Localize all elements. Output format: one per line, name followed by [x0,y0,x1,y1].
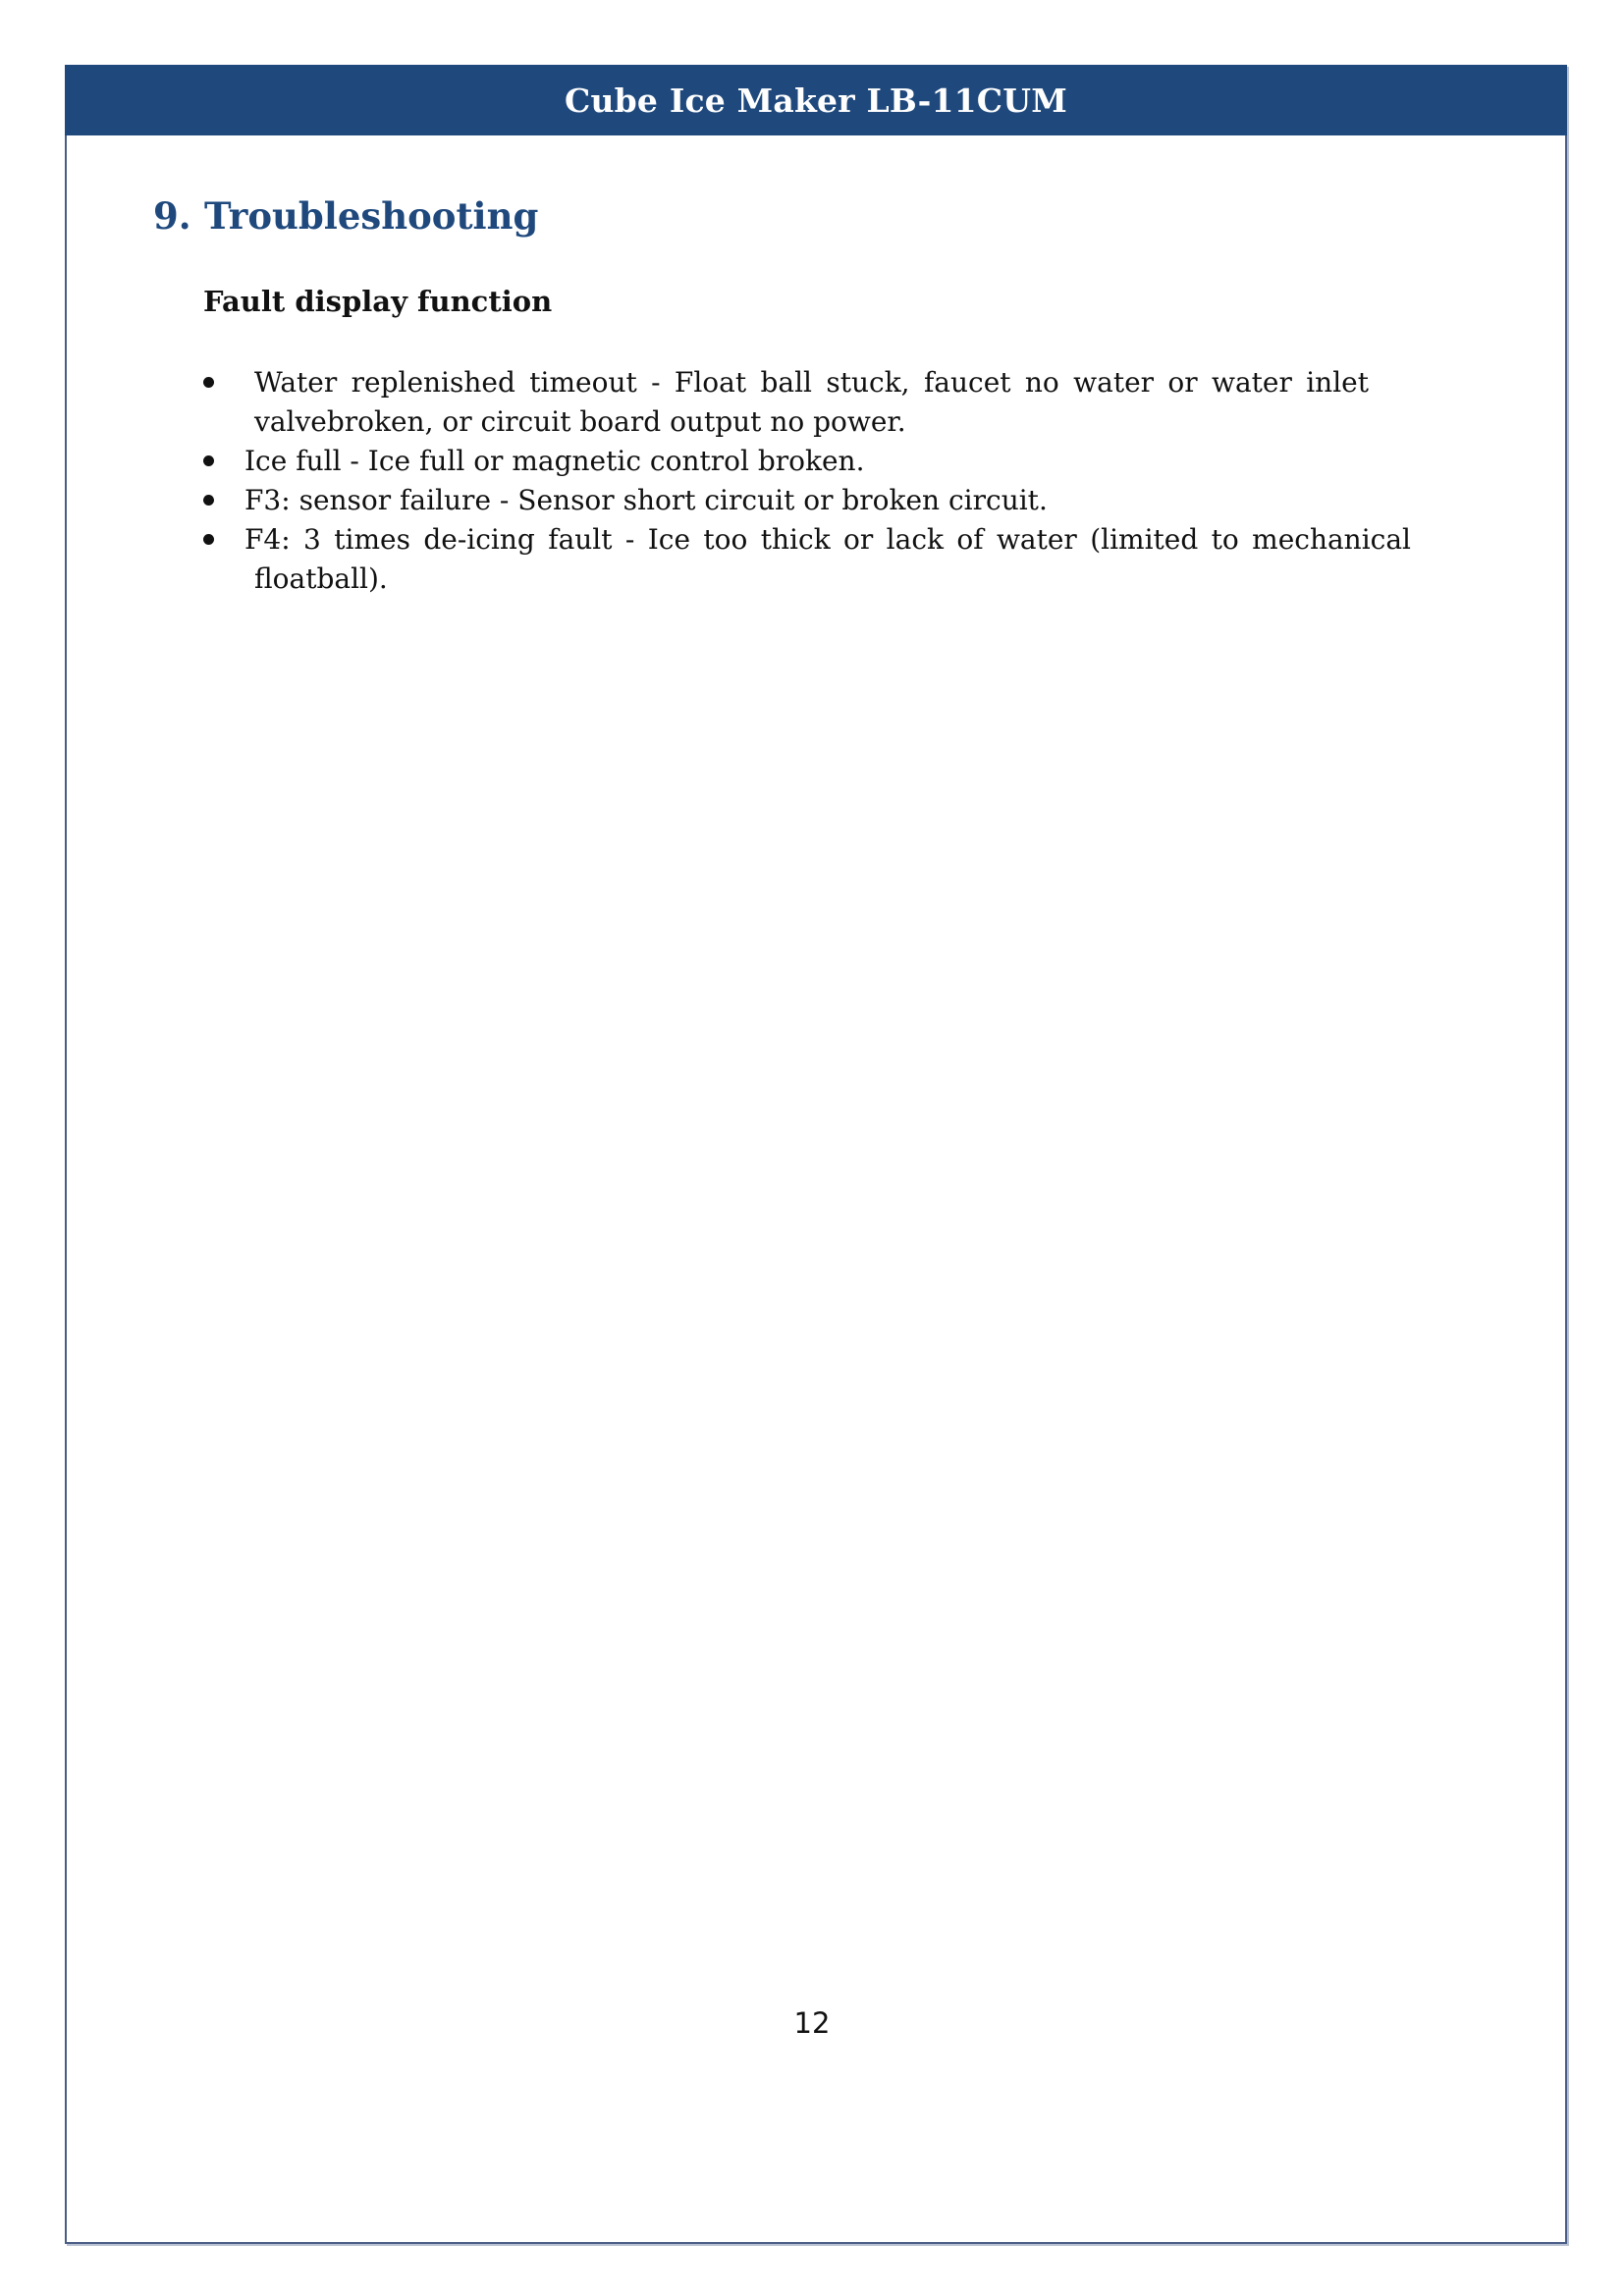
fault-item-f4 [203,520,1411,599]
fault-text-line-1: F4: 3 times de-icing fault - Ice too thick or lack of water (limited to mechanical [244,523,1411,556]
page-number: 12 [793,2006,831,2040]
section-heading [153,194,538,238]
section-title: Troubleshooting [204,194,539,238]
bullet-icon [203,455,214,466]
fault-text: Ice full - Ice full or magnetic control broken. [244,445,865,477]
fault-text: F3: sensor failure - Sensor short circuit or broken circuit. [244,484,1048,516]
fault-item-f3 [203,481,1411,520]
fault-text-line-2: valvebroken, or circuit board output no power. [254,405,906,438]
document-header [65,65,1567,135]
section-number: 9. [153,194,191,238]
bullet-icon [203,495,214,506]
fault-item-ice-full [203,442,1411,481]
fault-item-water-timeout [203,363,1369,442]
fault-text-line-1: Water replenished timeout - Float ball stuck, faucet no water or water inlet [254,366,1369,399]
fault-display-subheading: Fault display function [203,285,553,318]
fault-text-line-2: floatball). [254,562,388,595]
document-title: Cube Ice Maker LB-11CUM [565,80,1067,120]
bullet-icon [203,377,214,388]
bullet-icon [203,534,214,545]
fault-list [203,363,1411,599]
